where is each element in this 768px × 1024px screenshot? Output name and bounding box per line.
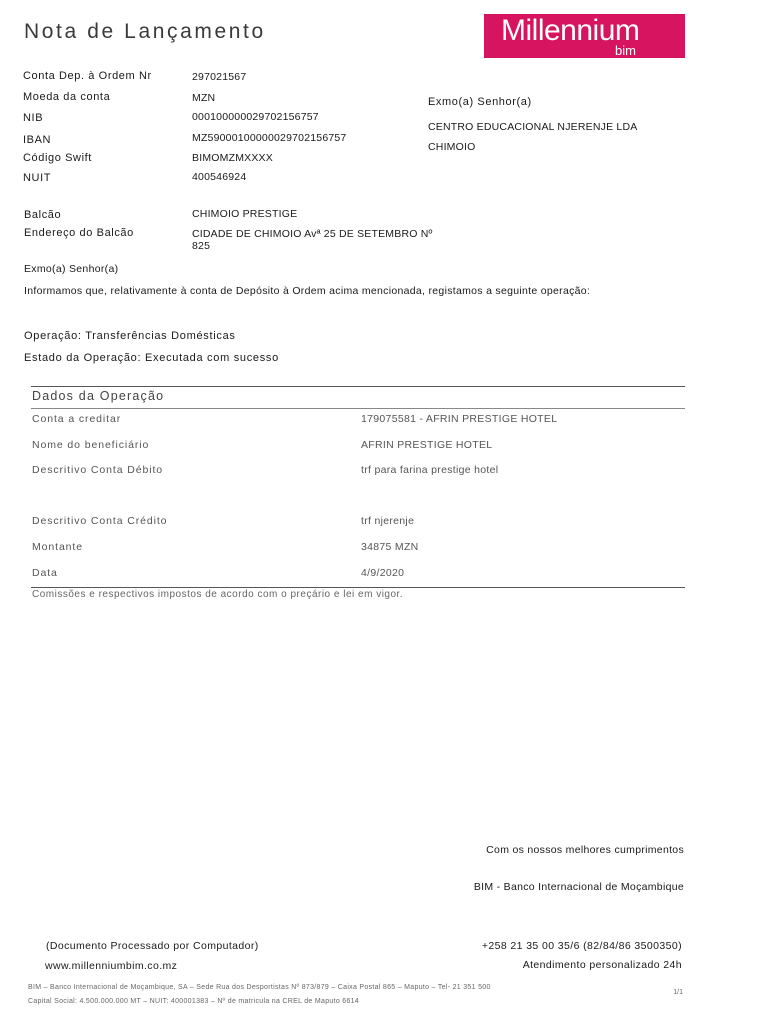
table-row-label: Descritivo Conta Crédito xyxy=(32,515,168,527)
swift-value: BIMOMZMXXXX xyxy=(192,152,273,164)
table-top-rule xyxy=(31,386,685,387)
branch-address-value: CIDADE DE CHIMOIO Avª 25 DE SETEMBRO Nº 825 xyxy=(192,228,433,252)
closing-greeting: Com os nossos melhores cumprimentos xyxy=(486,844,684,856)
legal-line-address: BIM – Banco Internacional de Moçambique, SA – Sede Rua dos Desportistas Nº 873/879 – Caixa Postal 865 – Maputo – Tel- 21 351 500 xyxy=(28,984,491,991)
table-row-label: Descritivo Conta Débito xyxy=(32,464,163,476)
nib-label: NIB xyxy=(23,112,44,124)
iban-label: IBAN xyxy=(23,134,52,146)
page-number: 1/1 xyxy=(673,989,683,996)
branch-value: CHIMOIO PRESTIGE xyxy=(192,208,298,220)
branch-address-label: Endereço do Balcão xyxy=(24,227,134,239)
table-header-rule xyxy=(31,408,685,409)
branch-label: Balcão xyxy=(24,209,62,221)
table-row-label: Data xyxy=(32,567,58,579)
nuit-value: 400546924 xyxy=(192,171,247,183)
body-salutation: Exmo(a) Senhor(a) xyxy=(24,263,119,275)
recipient-name: CENTRO EDUCACIONAL NJERENJE LDA xyxy=(428,121,638,133)
logo-brand-text: Millennium xyxy=(501,14,640,47)
support-hours: Atendimento personalizado 24h xyxy=(522,959,682,971)
operation-status: Estado da Operação: Executada com sucesso xyxy=(24,352,279,364)
currency-label: Moeda da conta xyxy=(23,91,111,103)
intro-paragraph: Informamos que, relativamente à conta de Depósito à Ordem acima mencionada, registamos a seguinte operação: xyxy=(24,285,591,297)
nib-value: 000100000029702156757 xyxy=(192,111,319,123)
table-row-label: Conta a creditar xyxy=(32,413,122,425)
closing-bank-name: BIM - Banco Internacional de Moçambique xyxy=(473,881,684,893)
table-row-value: trf para farina prestige hotel xyxy=(361,464,499,476)
table-row-value: trf njerenje xyxy=(361,515,415,527)
account-number-label: Conta Dep. à Ordem Nr xyxy=(23,70,152,82)
swift-label: Código Swift xyxy=(23,152,92,164)
table-bottom-rule xyxy=(31,587,685,588)
account-number-value: 297021567 xyxy=(192,71,247,83)
operation-section-title: Dados da Operação xyxy=(32,389,165,403)
recipient-city: CHIMOIO xyxy=(428,141,476,153)
table-row-value: 4/9/2020 xyxy=(361,567,405,579)
logo-sub-text: bim xyxy=(615,43,636,58)
commission-note: Comissões e respectivos impostos de acordo com o preçário e lei em vigor. xyxy=(32,589,404,600)
page-title: Nota de Lançamento xyxy=(24,20,266,43)
website-link[interactable]: www.millenniumbim.co.mz xyxy=(45,960,178,972)
contact-phone: +258 21 35 00 35/6 (82/84/86 3500350) xyxy=(481,940,682,952)
millennium-bim-logo xyxy=(484,14,685,58)
operation-type: Operação: Transferências Domésticas xyxy=(24,330,236,342)
recipient-salutation: Exmo(a) Senhor(a) xyxy=(428,96,532,108)
nuit-label: NUIT xyxy=(23,172,52,184)
table-row-label: Nome do beneficiário xyxy=(32,439,150,451)
legal-line-capital: Capital Social: 4.500.000.000 MT – NUIT: 400001383 – Nº de matricula na CREL de Maputo 6614 xyxy=(28,998,360,1005)
processed-notice: (Documento Processado por Computador) xyxy=(46,940,259,952)
table-row-value: AFRIN PRESTIGE HOTEL xyxy=(361,439,493,451)
table-row-label: Montante xyxy=(32,541,83,553)
currency-value: MZN xyxy=(192,92,216,104)
table-row-value: 34875 MZN xyxy=(361,541,419,553)
iban-value: MZ59000100000029702156757 xyxy=(192,132,347,144)
table-row-value: 179075581 - AFRIN PRESTIGE HOTEL xyxy=(361,413,558,425)
